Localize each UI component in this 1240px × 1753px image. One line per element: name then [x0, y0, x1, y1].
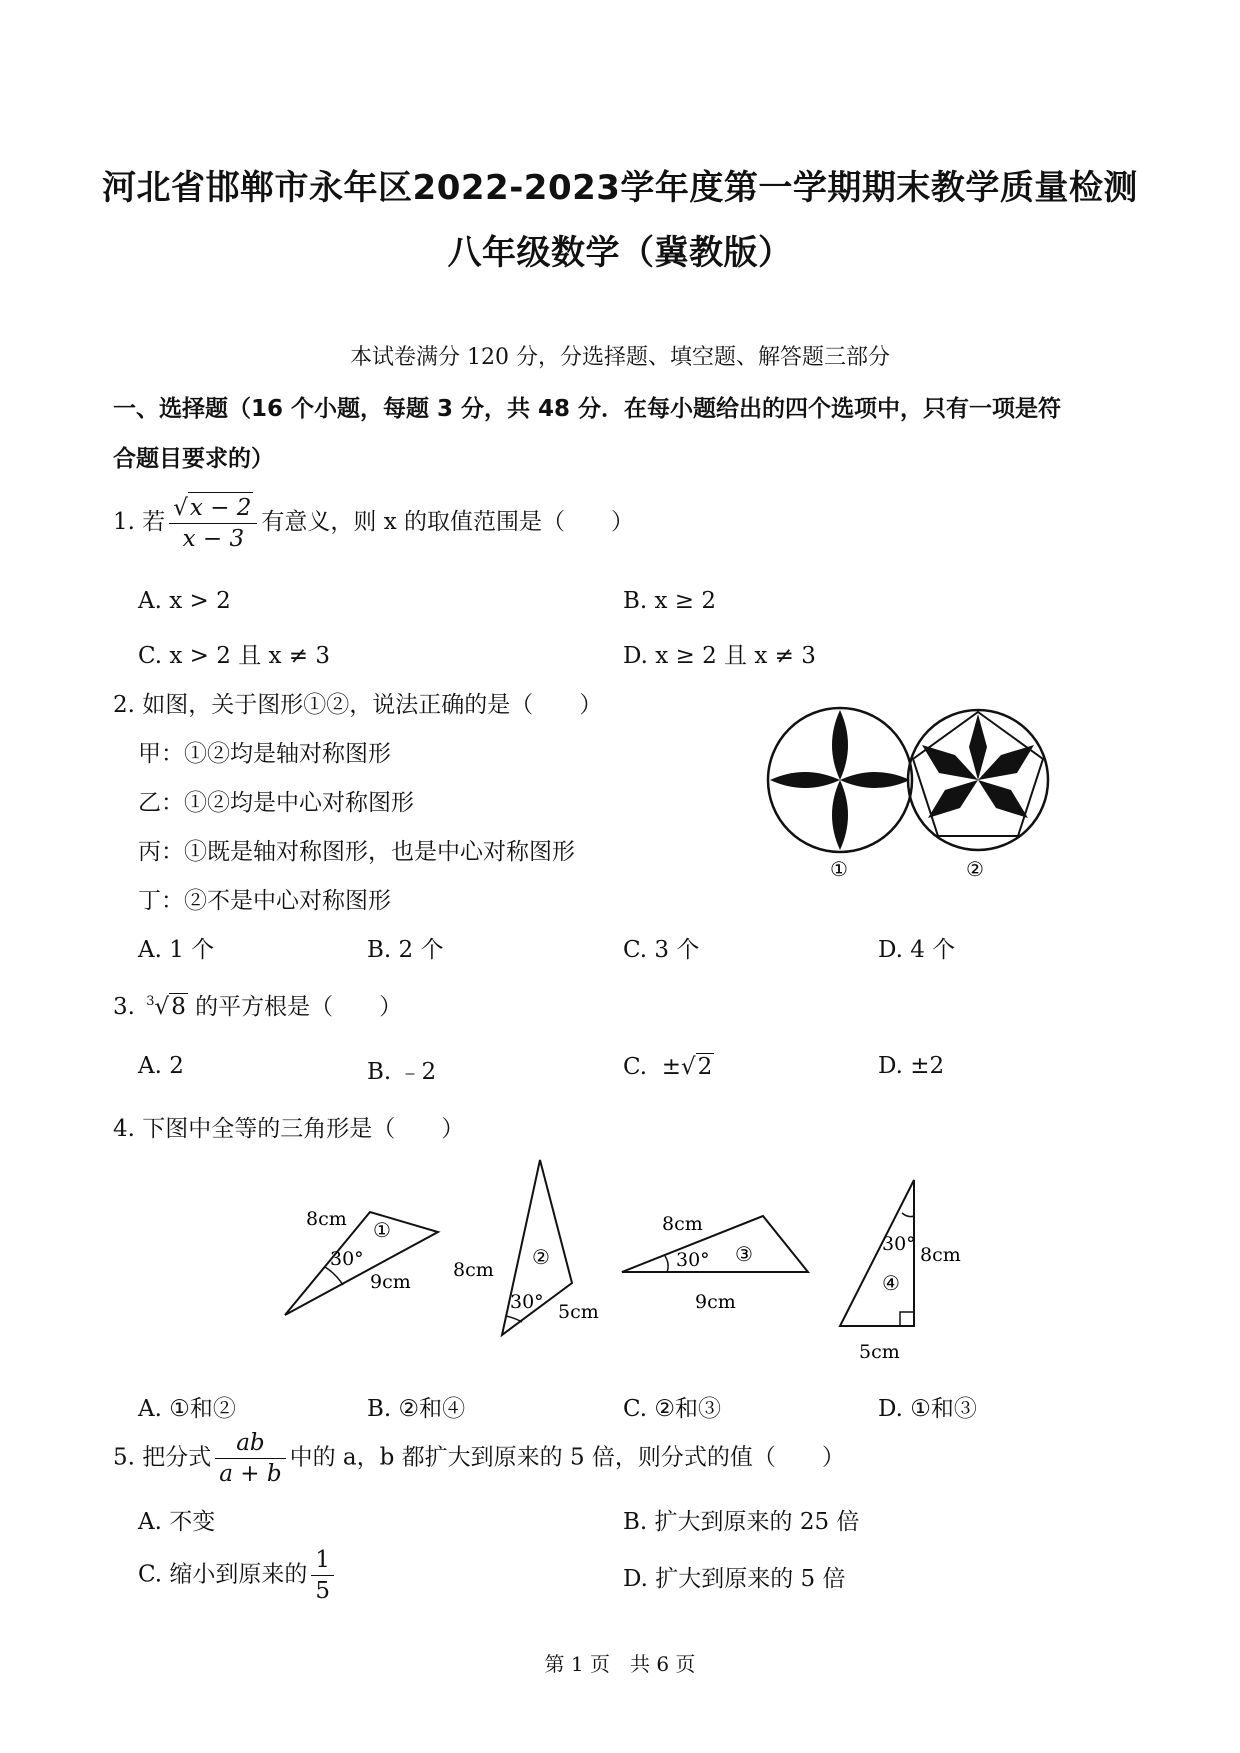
q5-option-c-label: C. 缩小到原来的 [138, 1561, 308, 1588]
q5-option-c[interactable] [138, 1545, 338, 1606]
q4-option-a[interactable]: A. ①和② [138, 1396, 236, 1422]
q4-option-b[interactable]: B. ②和④ [367, 1396, 466, 1422]
triangle-1 [285, 1208, 438, 1315]
q5-denominator: a + b [219, 1461, 282, 1487]
section1-heading-line1: 一、选择题（16 个小题，每题 3 分，共 48 分．在每小题给出的四个选项中，只有一项是符 [113, 396, 1062, 422]
q3-radicand: 8 [171, 994, 186, 1020]
tri1-id: ① [373, 1218, 391, 1242]
q5-numerator: ab [215, 1428, 285, 1459]
q5-option-a[interactable]: A. 不变 [138, 1509, 216, 1535]
tri4-side-b: 5cm [859, 1341, 900, 1363]
q1-option-b[interactable]: B. x ≥ 2 [623, 588, 717, 614]
q3-root-index: 3 [146, 994, 155, 1010]
tri3-side-a: 8cm [662, 1213, 703, 1235]
tri2-id: ② [532, 1245, 550, 1269]
q3-option-d[interactable]: D. ±2 [878, 1053, 945, 1079]
q2-statement-bing: 丙：①既是轴对称图形，也是中心对称图形 [138, 839, 575, 865]
tri1-side-a: 8cm [306, 1208, 347, 1230]
tri2-side-b: 5cm [558, 1301, 599, 1323]
exam-title-line1: 河北省邯郸市永年区2022-2023学年度第一学期期末教学质量检测 [102, 168, 1138, 208]
exam-subtitle: 本试卷满分 120 分，分选择题、填空题、解答题三部分 [350, 345, 890, 370]
tri2-angle: 30° [510, 1291, 544, 1313]
tri3-id: ③ [735, 1242, 753, 1266]
figure1-four-petal [768, 708, 912, 852]
q2-statement-jia: 甲：①②均是轴对称图形 [138, 741, 391, 767]
q2-statement-yi: 乙：①②均是中心对称图形 [138, 790, 414, 816]
q1-option-a[interactable]: A. x > 2 [138, 588, 231, 614]
triangle-2 [453, 1160, 599, 1335]
q3-option-a[interactable]: A. 2 [138, 1053, 184, 1079]
tri4-id: ④ [882, 1271, 900, 1295]
q5-option-b[interactable]: B. 扩大到原来的 25 倍 [623, 1509, 860, 1535]
tri1-angle: 30° [330, 1248, 364, 1270]
q5-fraction [215, 1428, 285, 1489]
exam-title-line2: 八年级数学（冀教版） [447, 233, 793, 273]
q3-option-c[interactable]: C. ±√2 [623, 1054, 713, 1080]
q5-stem [113, 1428, 845, 1489]
q5-prefix: 5. 把分式 [113, 1444, 212, 1471]
q4-stem: 4. 下图中全等的三角形是（ ） [113, 1116, 465, 1142]
q5-suffix: 中的 a，b 都扩大到原来的 5 倍，则分式的值（ ） [289, 1444, 845, 1471]
tri1-side-b: 9cm [370, 1271, 411, 1293]
q1-option-c[interactable]: C. x > 2 且 x ≠ 3 [138, 643, 331, 669]
tri2-side-a: 8cm [453, 1259, 494, 1281]
q3-option-c-pm: ± [661, 1054, 681, 1080]
triangle-4 [840, 1180, 961, 1363]
q5-option-d[interactable]: D. 扩大到原来的 5 倍 [623, 1566, 846, 1592]
triangle-3 [622, 1213, 808, 1313]
tri3-angle: 30° [676, 1249, 710, 1271]
q4-option-d[interactable]: D. ①和③ [878, 1396, 977, 1422]
q1-numerator: x − 2 [188, 492, 254, 523]
figure1-label: ① [830, 857, 848, 881]
q1-prefix: 1. 若 [113, 509, 166, 535]
q2-statement-ding: 丁：②不是中心对称图形 [138, 888, 391, 914]
figure2-five-star [908, 710, 1048, 850]
q3-option-c-label: C. [623, 1054, 648, 1080]
q2-figure [760, 700, 1060, 885]
tri3-side-b: 9cm [695, 1291, 736, 1313]
tri4-angle: 30° [882, 1233, 916, 1255]
q1-suffix: 有意义，则 x 的取值范围是（ ） [261, 509, 635, 535]
figure2-label: ② [966, 857, 984, 881]
q1-fraction: $\frac{√x - 2}{x - 3}$ [169, 492, 257, 554]
q3-prefix: 3. [113, 994, 135, 1020]
q3-option-b[interactable]: B. ﹣2 [367, 1059, 437, 1085]
q3-option-c-radicand: 2 [697, 1054, 713, 1080]
q4-option-c[interactable]: C. ②和③ [623, 1396, 722, 1422]
q5-option-c-den: 5 [315, 1578, 331, 1604]
q2-option-d[interactable]: D. 4 个 [878, 937, 956, 963]
q2-option-a[interactable]: A. 1 个 [138, 937, 215, 963]
q2-option-c[interactable]: C. 3 个 [623, 937, 700, 963]
q1-denominator: x − 3 [182, 526, 245, 552]
q4-triangles-figure [270, 1150, 990, 1370]
page-footer: 第 1 页 共 6 页 [544, 1652, 696, 1676]
q5-option-c-fraction [311, 1545, 334, 1606]
q1-stem [113, 492, 634, 554]
q5-option-c-num: 1 [311, 1545, 334, 1576]
q3-suffix: 的平方根是（ ） [195, 994, 403, 1020]
section1-heading-line2: 合题目要求的） [113, 446, 274, 472]
q2-stem: 2. 如图，关于图形①②，说法正确的是（ ） [113, 692, 603, 718]
tri4-side-a: 8cm [920, 1244, 961, 1266]
q3-stem: 3. $^3$√8 的平方根是（ ） [113, 994, 403, 1020]
q2-option-b[interactable]: B. 2 个 [367, 937, 444, 963]
q1-option-d[interactable]: D. x ≥ 2 且 x ≠ 3 [623, 643, 816, 669]
